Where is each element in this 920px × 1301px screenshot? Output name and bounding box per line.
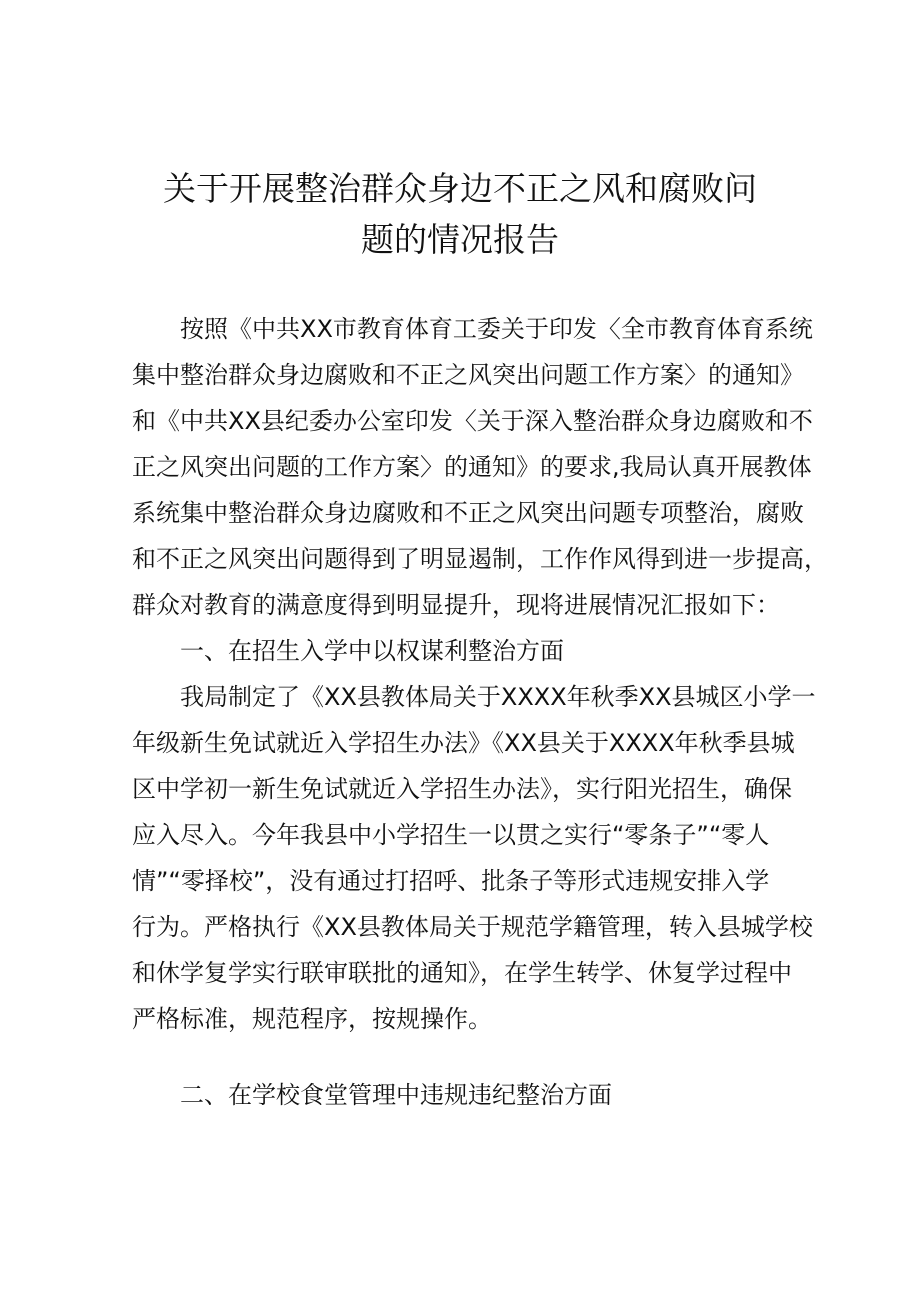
section-heading-1: 一、在招生入学中以权谋利整治方面: [180, 637, 564, 665]
section1-line: 严格标准，规范程序，按规操作。: [132, 1005, 492, 1033]
intro-line: 集中整治群众身边腐败和不正之风突出问题工作方案〉的通知》: [132, 361, 804, 389]
intro-line: 和《中共XX县纪委办公室印发〈关于深入整治群众身边腐败和不: [132, 407, 813, 435]
intro-line: 正之风突出问题的工作方案〉的通知》的要求,我局认真开展教体: [132, 453, 812, 481]
intro-line: 按照《中共XX市教育体育工委关于印发〈全市教育体育系统: [180, 315, 813, 343]
title-line: 题的情况报告: [361, 220, 559, 259]
section-heading-2: 二、在学校食堂管理中违规违纪整治方面: [180, 1081, 612, 1109]
section1-line: 我局制定了《XX县教体局关于XXXX年秋季XX县城区小学一: [180, 683, 816, 711]
section1-line: 情”“零择校”，没有通过打招呼、批条子等形式违规安排入学: [132, 867, 770, 895]
intro-line: 和不正之风突出问题得到了明显遏制，工作作风得到进一步提高，: [132, 545, 828, 573]
document-title: [120, 163, 800, 265]
section1-line: 应入尽入。今年我县中小学招生一以贯之实行“零条子”“零人: [132, 821, 770, 849]
title-line: 关于开展整治群众身边不正之风和腐败问: [163, 169, 757, 208]
section1-line: 行为。严格执行《XX县教体局关于规范学籍管理，转入县城学校: [132, 913, 813, 941]
intro-line: 系统集中整治群众身边腐败和不正之风突出问题专项整治，腐败: [132, 499, 804, 527]
intro-line: 群众对教育的满意度得到明显提升，现将进展情况汇报如下：: [132, 591, 780, 619]
section1-line: 和休学复学实行联审联批的通知》，在学生转学、休复学过程中: [132, 959, 792, 987]
section1-line: 年级新生免试就近入学招生办法》《XX县关于XXXX年秋季县城: [132, 729, 795, 757]
section1-line: 区中学初一新生免试就近入学招生办法》，实行阳光招生，确保: [132, 775, 792, 803]
